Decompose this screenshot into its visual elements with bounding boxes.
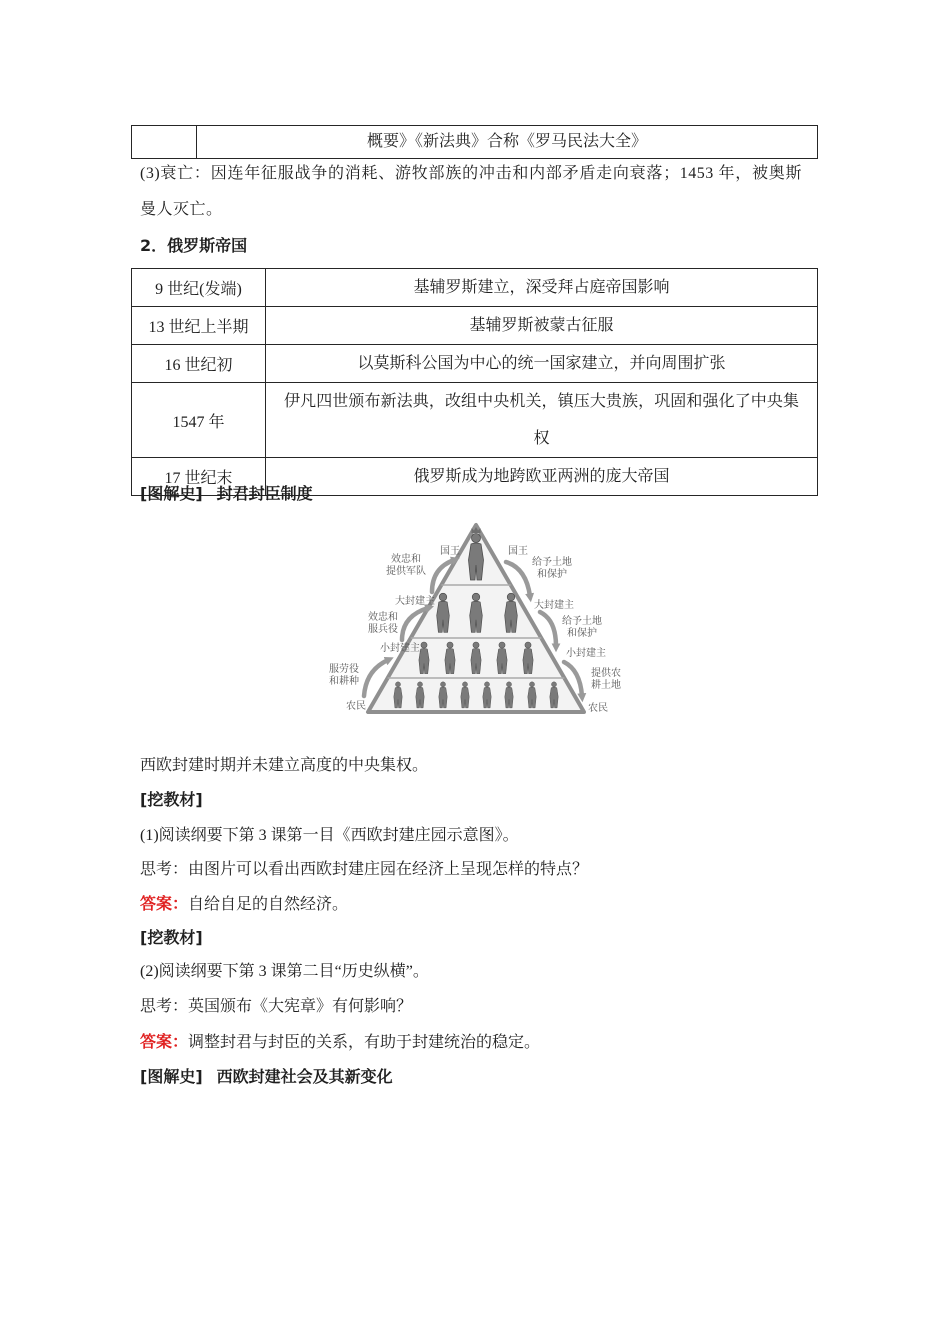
period-cell: 9 世纪(发端) <box>132 269 266 307</box>
label-loyalty-service-line2: 服兵役 <box>368 624 398 635</box>
table-row <box>132 383 818 458</box>
table-row <box>132 269 818 307</box>
table-row <box>132 307 818 345</box>
label-labor-farming-line1: 服劳役 <box>329 664 359 675</box>
label-grant-land-1-line1: 给予土地 <box>532 557 572 568</box>
illustration-heading <box>140 1065 393 1089</box>
top-table-fragment <box>131 125 818 159</box>
illustration-tag: [图解史] <box>140 484 203 503</box>
label-small-lord-right: 小封建主 <box>566 648 606 659</box>
decline-paragraph: (3)衰亡：因连年征服战争的消耗、游牧部族的冲击和内部矛盾走向衰落；1453 年，被奥斯曼人灭亡。 <box>140 165 802 218</box>
event-cell: 基辅罗斯建立，深受拜占庭帝国影响 <box>266 269 818 307</box>
answer-text: 调整封君与封臣的关系，有助于封建统治的稳定。 <box>188 1034 541 1051</box>
russia-heading: 2．俄罗斯帝国 <box>140 236 248 255</box>
exercise-answer <box>140 893 348 917</box>
label-loyalty-army-line1: 效忠和 <box>391 554 421 565</box>
period-cell: 16 世纪初 <box>132 345 266 383</box>
answer-label: 答案： <box>140 1034 189 1051</box>
label-labor-farming-line2: 和耕种 <box>329 676 359 687</box>
exercise-question: 思考：由图片可以看出西欧封建庄园在经济上呈现怎样的特点？ <box>140 861 589 878</box>
label-provide-farmland-line1: 提供农 <box>591 668 621 679</box>
label-great-lord-left: 大封建主 <box>395 596 435 607</box>
label-peasant-left: 农民 <box>346 701 366 712</box>
answer-label: 答案： <box>140 896 189 913</box>
label-grant-land-2-line1: 给予土地 <box>562 616 602 627</box>
label-grant-land-2-line2: 和保护 <box>567 628 597 639</box>
period-cell: 17 世纪末 <box>132 458 266 496</box>
exercise-prompt: (1)阅读纲要下第 3 课第一目《西欧封建庄园示意图》。 <box>140 827 519 844</box>
event-cell: 以莫斯科公国为中心的统一国家建立，并向周围扩张 <box>266 345 818 383</box>
exercise-answer <box>140 1031 540 1055</box>
exercise-prompt: (2)阅读纲要下第 3 课第二目“历史纵横”。 <box>140 963 429 980</box>
illustration-tag: [图解史] <box>140 1067 203 1086</box>
label-provide-farmland-line2: 耕土地 <box>591 680 621 691</box>
summary-text: 西欧封建时期并未建立高度的中央集权。 <box>140 757 429 774</box>
feudal-pyramid-diagram <box>326 520 626 720</box>
label-peasant-right: 农民 <box>588 703 608 714</box>
illustration-title: 西欧封建社会及其新变化 <box>216 1067 393 1086</box>
exercise-tag: [挖教材] <box>140 790 203 809</box>
illustration-title: 封君封臣制度 <box>216 484 313 503</box>
russia-timeline-table <box>131 268 818 496</box>
label-king-left: 国王 <box>440 546 460 557</box>
top-table-empty-cell <box>132 126 197 159</box>
label-great-lord-right: 大封建主 <box>534 600 574 611</box>
period-cell: 1547 年 <box>132 383 266 458</box>
event-cell: 俄罗斯成为地跨欧亚两洲的庞大帝国 <box>266 458 818 496</box>
table-row <box>132 345 818 383</box>
label-loyalty-service-line1: 效忠和 <box>368 612 398 623</box>
table-row <box>132 126 818 159</box>
answer-text: 自给自足的自然经济。 <box>188 896 349 913</box>
label-king-right: 国王 <box>508 546 528 557</box>
exercise-tag: [挖教材] <box>140 928 203 947</box>
exercise-question: 思考：英国颁布《大宪章》有何影响？ <box>140 998 413 1015</box>
event-cell: 伊凡四世颁布新法典，改组中央机关，镇压大贵族，巩固和强化了中央集权 <box>266 383 818 458</box>
top-table-text-cell: 概要》《新法典》合称《罗马民法大全》 <box>197 126 818 159</box>
illustration-heading <box>140 482 313 506</box>
label-grant-land-1-line2: 和保护 <box>537 569 567 580</box>
period-cell: 13 世纪上半期 <box>132 307 266 345</box>
event-cell: 基辅罗斯被蒙古征服 <box>266 307 818 345</box>
label-loyalty-army-line2: 提供军队 <box>386 566 426 577</box>
label-small-lord-left: 小封建主 <box>380 643 420 654</box>
